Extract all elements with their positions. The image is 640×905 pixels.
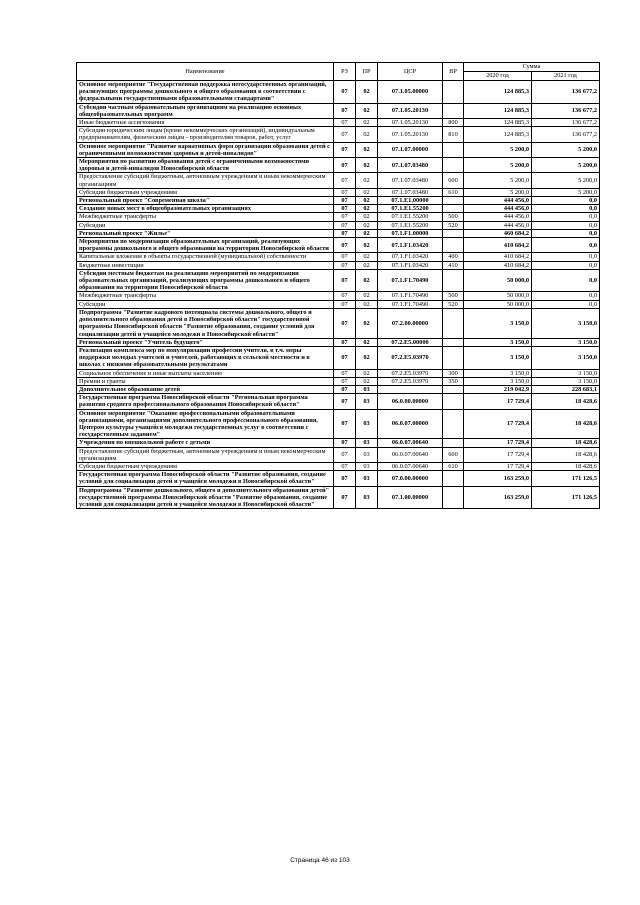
header-pr: ПР [356, 63, 378, 81]
cell-pr: 02 [356, 292, 378, 300]
cell-vr: 500 [443, 213, 464, 221]
cell-rz: 07 [334, 103, 356, 118]
table-row [77, 486, 600, 509]
cell-rz: 07 [334, 292, 356, 300]
cell-rz: 07 [334, 439, 356, 447]
cell-vr: 520 [443, 300, 464, 308]
table-row [77, 173, 600, 188]
table-row [77, 197, 600, 205]
cell-name: Субсидии частным образовательным организациям на реализацию основных общеобразовательных программ [77, 103, 334, 118]
cell-sum-2021: 3 150,0 [532, 308, 600, 338]
cell-sum-2021: 136 677,2 [532, 119, 600, 127]
cell-sum-2020: 444 456,0 [464, 213, 532, 221]
cell-name: Основное мероприятие "Оказание профессиональными образовательными организациями, организациями дополнительного профессионального образования, Центром культуры учащейся молодежи государственных услуг в соответствии с государственным заданием" [77, 409, 334, 439]
cell-sum-2021: 3 150,0 [532, 346, 600, 369]
cell-sum-2021: 0,0 [532, 261, 600, 269]
cell-sum-2021: 0,0 [532, 300, 600, 308]
budget-table [76, 62, 600, 509]
table-row [77, 205, 600, 213]
header-row [77, 63, 600, 72]
table-row [77, 439, 600, 447]
cell-rz: 07 [334, 229, 356, 237]
cell-vr [443, 158, 464, 173]
cell-name: Иные бюджетные ассигнования [77, 119, 334, 127]
cell-csr: 07.1.F1.00000 [378, 229, 443, 237]
cell-csr: 07.2.E5.00000 [378, 338, 443, 346]
cell-csr: 07.1.07.03480 [378, 158, 443, 173]
cell-vr: 800 [443, 119, 464, 127]
cell-pr: 02 [356, 127, 378, 142]
cell-rz: 07 [334, 188, 356, 196]
cell-vr [443, 385, 464, 393]
cell-sum-2021: 3 150,0 [532, 377, 600, 385]
cell-pr: 03 [356, 439, 378, 447]
cell-pr: 02 [356, 338, 378, 346]
cell-sum-2021: 18 428,6 [532, 409, 600, 439]
cell-sum-2020: 163 259,0 [464, 486, 532, 509]
cell-name: Основное мероприятие "Государственная поддержка негосударственных организаций, реализующих программы дошкольного и общего образования в соответствии с федеральными государственными образовательными стандартами" [77, 81, 334, 104]
cell-rz: 07 [334, 462, 356, 470]
cell-name: Создание новых мест в общеобразовательных организациях [77, 205, 334, 213]
cell-sum-2020: 3 150,0 [464, 377, 532, 385]
cell-csr: 06.0.07.00640 [378, 462, 443, 470]
cell-rz: 07 [334, 369, 356, 377]
cell-rz: 07 [334, 338, 356, 346]
cell-sum-2020: 3 150,0 [464, 346, 532, 369]
cell-sum-2020: 3 150,0 [464, 369, 532, 377]
cell-name: Субсидии [77, 300, 334, 308]
cell-sum-2020: 50 000,0 [464, 292, 532, 300]
cell-csr: 07.2.E5.03970 [378, 369, 443, 377]
cell-name: Межбюджетные трансферты [77, 213, 334, 221]
cell-csr: 07.1.E1.00000 [378, 197, 443, 205]
cell-sum-2021: 0,0 [532, 238, 600, 253]
cell-csr [378, 385, 443, 393]
cell-csr: 07.1.05.00000 [378, 81, 443, 104]
table-row [77, 253, 600, 261]
cell-rz: 07 [334, 346, 356, 369]
table-body [77, 81, 600, 509]
cell-pr: 02 [356, 229, 378, 237]
cell-sum-2020: 3 150,0 [464, 338, 532, 346]
cell-pr: 03 [356, 409, 378, 439]
cell-name: Региональный проект "Современная школа" [77, 197, 334, 205]
cell-pr: 03 [356, 486, 378, 509]
cell-csr: 07.1.07.03480 [378, 173, 443, 188]
cell-vr [443, 197, 464, 205]
cell-sum-2021: 0,0 [532, 292, 600, 300]
cell-sum-2021: 136 677,2 [532, 103, 600, 118]
cell-csr: 07.1.E1.55200 [378, 213, 443, 221]
cell-csr: 07.1.00.00000 [378, 486, 443, 509]
cell-pr: 02 [356, 253, 378, 261]
table-row [77, 292, 600, 300]
cell-sum-2021: 228 683,1 [532, 385, 600, 393]
cell-sum-2020: 410 684,2 [464, 238, 532, 253]
cell-name: Региональный проект "Учитель будущего" [77, 338, 334, 346]
cell-sum-2020: 17 729,4 [464, 394, 532, 409]
cell-sum-2020: 124 885,3 [464, 103, 532, 118]
table-row [77, 213, 600, 221]
cell-rz: 07 [334, 213, 356, 221]
table-row [77, 471, 600, 486]
table-row [77, 261, 600, 269]
table-row [77, 238, 600, 253]
cell-rz: 07 [334, 394, 356, 409]
cell-rz: 07 [334, 197, 356, 205]
table-row [77, 377, 600, 385]
cell-rz: 07 [334, 300, 356, 308]
cell-vr: 600 [443, 173, 464, 188]
header-year-2020: 2020 год [464, 72, 532, 81]
cell-name: Государственная программа Новосибирской области "Развитие образования, создание условий для социализации детей и учащейся молодежи в Новосибирской области" [77, 471, 334, 486]
cell-sum-2020: 50 000,0 [464, 269, 532, 292]
table-row [77, 221, 600, 229]
cell-pr: 02 [356, 269, 378, 292]
cell-rz: 07 [334, 142, 356, 157]
cell-pr: 02 [356, 119, 378, 127]
cell-sum-2021: 136 677,2 [532, 127, 600, 142]
table-row [77, 385, 600, 393]
cell-sum-2020: 163 259,0 [464, 471, 532, 486]
cell-vr [443, 205, 464, 213]
cell-pr: 03 [356, 471, 378, 486]
cell-pr: 02 [356, 238, 378, 253]
cell-pr: 02 [356, 300, 378, 308]
cell-sum-2020: 444 456,0 [464, 197, 532, 205]
cell-vr: 500 [443, 292, 464, 300]
cell-rz: 07 [334, 81, 356, 104]
cell-rz: 07 [334, 119, 356, 127]
cell-sum-2020: 444 456,0 [464, 221, 532, 229]
cell-name: Капитальные вложения в объекты государственной (муниципальной) собственности [77, 253, 334, 261]
cell-sum-2021: 0,0 [532, 205, 600, 213]
table-row [77, 229, 600, 237]
cell-pr: 02 [356, 213, 378, 221]
cell-rz: 07 [334, 308, 356, 338]
cell-name: Государственная программа Новосибирской области "Региональная программа развития среднего профессионального образования Новосибирской области" [77, 394, 334, 409]
cell-name: Подпрограмма "Развитие кадрового потенциала системы дошкольного, общего и дополнительного образования детей в Новосибирской области" государственной программы Новосибирской области "Развитие образования, создание условий для социализации детей и учащейся молодежи в Новосибирской области" [77, 308, 334, 338]
cell-rz: 07 [334, 205, 356, 213]
cell-name: Мероприятия по развитию образования детей с ограниченными возможностями здоровья и детей-инвалидов Новосибирской области [77, 158, 334, 173]
cell-pr: 03 [356, 462, 378, 470]
cell-pr: 02 [356, 173, 378, 188]
header-name: Наименование [77, 63, 334, 81]
cell-name: Мероприятия по модернизации образовательных организаций, реализующих программы дошкольного и общего образования на территории Новосибирской области [77, 238, 334, 253]
cell-csr: 07.1.05.20130 [378, 127, 443, 142]
table-row [77, 369, 600, 377]
cell-vr [443, 81, 464, 104]
cell-sum-2021: 0,0 [532, 213, 600, 221]
cell-rz: 07 [334, 173, 356, 188]
cell-vr: 400 [443, 253, 464, 261]
cell-name: Премии и гранты [77, 377, 334, 385]
header-sum: Сумма [464, 63, 600, 72]
cell-rz: 07 [334, 377, 356, 385]
cell-rz: 07 [334, 221, 356, 229]
cell-vr: 600 [443, 447, 464, 462]
cell-csr: 07.2.E5.03970 [378, 346, 443, 369]
table-row [77, 462, 600, 470]
cell-sum-2020: 5 200,0 [464, 158, 532, 173]
cell-csr: 07.1.E1.55200 [378, 221, 443, 229]
cell-csr: 07.1.05.20130 [378, 119, 443, 127]
cell-vr [443, 238, 464, 253]
cell-csr: 07.2.E5.03970 [378, 377, 443, 385]
cell-csr: 07.1.F1.70490 [378, 292, 443, 300]
cell-vr [443, 103, 464, 118]
table-row [77, 338, 600, 346]
cell-csr: 07.1.F1.70490 [378, 269, 443, 292]
cell-csr: 07.1.05.20130 [378, 103, 443, 118]
cell-csr: 06.0.07.00000 [378, 409, 443, 439]
cell-vr [443, 338, 464, 346]
cell-pr: 02 [356, 308, 378, 338]
cell-sum-2020: 5 200,0 [464, 142, 532, 157]
cell-pr: 02 [356, 197, 378, 205]
cell-sum-2021: 0,0 [532, 197, 600, 205]
cell-rz: 07 [334, 486, 356, 509]
cell-sum-2021: 171 126,5 [532, 471, 600, 486]
cell-sum-2021: 0,0 [532, 221, 600, 229]
cell-name: Учреждения по внешкольной работе с детьми [77, 439, 334, 447]
table-row [77, 81, 600, 104]
cell-pr: 02 [356, 103, 378, 118]
header-vr: ВР [443, 63, 464, 81]
cell-sum-2020: 17 729,4 [464, 439, 532, 447]
cell-csr: 06.0.07.00640 [378, 439, 443, 447]
cell-rz: 07 [334, 158, 356, 173]
cell-csr: 07.0.00.00000 [378, 471, 443, 486]
table-row [77, 308, 600, 338]
cell-pr: 02 [356, 346, 378, 369]
cell-sum-2021: 18 428,6 [532, 394, 600, 409]
cell-rz: 07 [334, 238, 356, 253]
cell-name: Предоставление субсидий бюджетным, автономным учреждениям и иным некоммерческим организациям [77, 447, 334, 462]
cell-sum-2020: 410 684,2 [464, 253, 532, 261]
cell-vr: 300 [443, 369, 464, 377]
table-row [77, 346, 600, 369]
cell-csr: 07.1.07.03480 [378, 188, 443, 196]
cell-name: Подпрограмма "Развитие дошкольного, общего и дополнительного образования детей" государственной программы Новосибирской области "Развитие образования, создание условий для социализации детей и учащейся молодежи в Новосибирской области" [77, 486, 334, 509]
cell-vr: 810 [443, 127, 464, 142]
cell-name: Дополнительное образование детей [77, 385, 334, 393]
cell-sum-2020: 410 684,2 [464, 261, 532, 269]
header-csr: ЦСР [378, 63, 443, 81]
cell-csr: 07.1.E1.55200 [378, 205, 443, 213]
table-row [77, 447, 600, 462]
table-row [77, 119, 600, 127]
cell-csr: 06.0.00.00000 [378, 394, 443, 409]
table-row [77, 142, 600, 157]
cell-pr: 02 [356, 81, 378, 104]
cell-sum-2020: 5 200,0 [464, 188, 532, 196]
cell-csr: 07.1.F1.03420 [378, 238, 443, 253]
cell-sum-2021: 136 677,2 [532, 81, 600, 104]
cell-sum-2020: 17 729,4 [464, 409, 532, 439]
cell-vr [443, 142, 464, 157]
cell-sum-2020: 17 729,4 [464, 462, 532, 470]
cell-rz: 07 [334, 385, 356, 393]
cell-name: Межбюджетные трансферты [77, 292, 334, 300]
cell-pr: 03 [356, 447, 378, 462]
cell-sum-2020: 124 885,3 [464, 81, 532, 104]
cell-sum-2020: 50 000,0 [464, 300, 532, 308]
table-row [77, 394, 600, 409]
cell-sum-2020: 124 885,3 [464, 119, 532, 127]
table-row [77, 158, 600, 173]
cell-sum-2020: 17 729,4 [464, 447, 532, 462]
cell-name: Предоставление субсидий бюджетным, автономным учреждениям и иным некоммерческим организациям [77, 173, 334, 188]
cell-csr: 07.1.F1.03420 [378, 253, 443, 261]
table-row [77, 409, 600, 439]
cell-name: Региональный проект "Жилье" [77, 229, 334, 237]
cell-pr: 02 [356, 369, 378, 377]
cell-vr: 410 [443, 261, 464, 269]
cell-vr [443, 269, 464, 292]
cell-vr: 350 [443, 377, 464, 385]
cell-name: Реализация комплекса мер по популяризации профессии учителя, в т.ч. меры поддержки молодых учителей и учителей, работающих в сельской местности и в школах с низкими образовательными результатами [77, 346, 334, 369]
cell-vr [443, 439, 464, 447]
cell-sum-2021: 5 200,0 [532, 142, 600, 157]
cell-csr: 07.2.00.00000 [378, 308, 443, 338]
cell-pr: 03 [356, 394, 378, 409]
cell-sum-2020: 5 200,0 [464, 173, 532, 188]
cell-sum-2020: 460 684,2 [464, 229, 532, 237]
cell-pr: 02 [356, 221, 378, 229]
cell-name: Субсидии бюджетным учреждениям [77, 188, 334, 196]
cell-name: Субсидии [77, 221, 334, 229]
cell-pr: 03 [356, 385, 378, 393]
header-rz: РЗ [334, 63, 356, 81]
cell-csr: 07.1.07.00000 [378, 142, 443, 157]
table-row [77, 188, 600, 196]
cell-vr: 610 [443, 462, 464, 470]
cell-sum-2021: 171 126,5 [532, 486, 600, 509]
cell-sum-2021: 0,0 [532, 269, 600, 292]
table-row [77, 103, 600, 118]
cell-sum-2021: 18 428,6 [532, 439, 600, 447]
cell-sum-2021: 5 200,0 [532, 188, 600, 196]
cell-sum-2021: 3 150,0 [532, 338, 600, 346]
cell-csr: 06.0.07.00640 [378, 447, 443, 462]
cell-pr: 02 [356, 261, 378, 269]
cell-rz: 07 [334, 127, 356, 142]
cell-pr: 02 [356, 142, 378, 157]
cell-name: Бюджетные инвестиции [77, 261, 334, 269]
cell-sum-2021: 18 428,6 [532, 447, 600, 462]
cell-pr: 02 [356, 377, 378, 385]
cell-vr [443, 486, 464, 509]
cell-sum-2021: 0,0 [532, 253, 600, 261]
cell-name: Субсидии бюджетным учреждениям [77, 462, 334, 470]
cell-rz: 07 [334, 447, 356, 462]
cell-name: Субсидии местным бюджетам на реализацию мероприятий по модернизации образовательных организаций, реализующих программы дошкольного и общего образования на территории Новосибирской области [77, 269, 334, 292]
cell-pr: 02 [356, 188, 378, 196]
table-row [77, 300, 600, 308]
cell-sum-2021: 5 200,0 [532, 158, 600, 173]
header-year-2021: 2021 год [532, 72, 600, 81]
cell-name: Субсидии юридическим лицам (кроме некоммерческих организаций), индивидуальным предпринимателям, физическим лицам - производителям товаров, работ, услуг [77, 127, 334, 142]
page-footer: Страница 46 из 103 [290, 857, 350, 864]
cell-sum-2020: 124 885,3 [464, 127, 532, 142]
cell-rz: 07 [334, 269, 356, 292]
cell-pr: 02 [356, 205, 378, 213]
cell-vr: 610 [443, 188, 464, 196]
table-row [77, 269, 600, 292]
cell-sum-2020: 219 042,9 [464, 385, 532, 393]
cell-sum-2021: 5 200,0 [532, 173, 600, 188]
cell-vr [443, 409, 464, 439]
cell-csr: 07.1.F1.70490 [378, 300, 443, 308]
cell-sum-2021: 18 428,6 [532, 462, 600, 470]
cell-sum-2021: 3 150,0 [532, 369, 600, 377]
cell-vr: 520 [443, 221, 464, 229]
cell-vr [443, 471, 464, 486]
cell-rz: 07 [334, 253, 356, 261]
cell-sum-2020: 3 150,0 [464, 308, 532, 338]
cell-vr [443, 346, 464, 369]
cell-rz: 07 [334, 409, 356, 439]
cell-pr: 02 [356, 158, 378, 173]
cell-rz: 07 [334, 261, 356, 269]
cell-vr [443, 394, 464, 409]
cell-vr [443, 229, 464, 237]
cell-name: Основное мероприятие "Развитие вариативных форм организации образования детей с ограниченными возможностями здоровья и детей-инвалидов" [77, 142, 334, 157]
cell-sum-2021: 0,0 [532, 229, 600, 237]
cell-name: Социальное обеспечение и иные выплаты населению [77, 369, 334, 377]
cell-rz: 07 [334, 471, 356, 486]
cell-vr [443, 308, 464, 338]
cell-csr: 07.1.F1.03420 [378, 261, 443, 269]
table-row [77, 127, 600, 142]
cell-sum-2020: 444 456,0 [464, 205, 532, 213]
